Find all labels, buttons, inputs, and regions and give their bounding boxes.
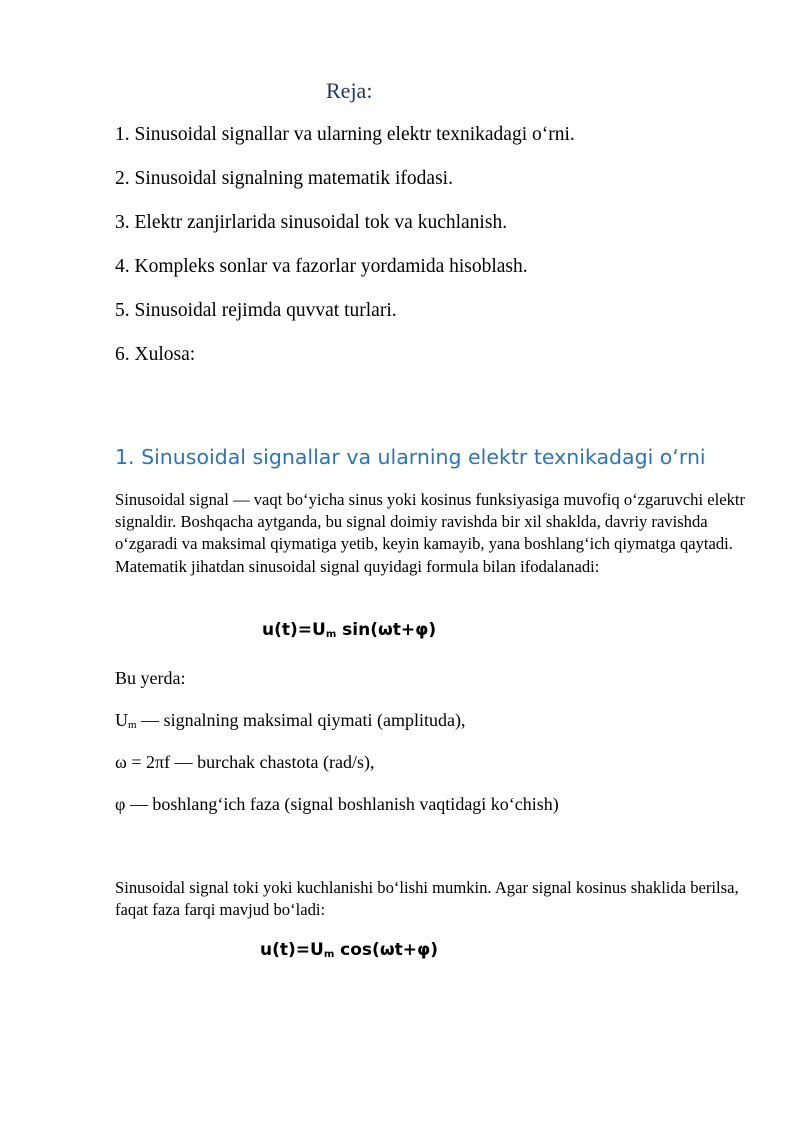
- formula-sin-subscript: m: [325, 629, 337, 640]
- formula-cos-prefix: u(t)=U: [260, 940, 324, 960]
- amplitude-subscript: m: [128, 719, 137, 731]
- formula-sin-prefix: u(t)=U: [262, 620, 326, 640]
- plan-item-5: 5. Sinusoidal rejimda quvvat turlari.: [115, 300, 397, 321]
- amplitude-symbol: U: [115, 710, 128, 730]
- plan-item-3: 3. Elektr zanjirlarida sinusoidal tok va kuchlanish.: [115, 212, 508, 233]
- plan-item-1: 1. Sinusoidal signallar va ularning elektr texnikadagi o‘rni.: [115, 124, 575, 145]
- definition-omega: ω = 2πf — burchak chastota (rad/s),: [115, 752, 375, 772]
- plan-item-6: 6. Xulosa:: [115, 344, 196, 365]
- intro-paragraph: Sinusoidal signal — vaqt bo‘yicha sinus yoki kosinus funksiyasiga muvofiq o‘zgaruvchi elektr signaldir. Boshqacha aytganda, bu signal doimiy ravishda bir xil shaklda, davriy ravishda o‘zgaradi va maksimal qiymatiga yetib, keyin kamayib, yana boshlang‘ich qiymatga qaytadi. Matematik jihatdan sinusoidal signal quyidagi formula bilan ifodalanadi:: [115, 490, 746, 576]
- where-label: Bu yerda:: [115, 668, 186, 688]
- section-heading: 1. Sinusoidal signallar va ularning elektr texnikadagi o‘rni: [115, 445, 706, 469]
- definition-amplitude: [115, 710, 466, 731]
- definition-phi: φ — boshlang‘ich faza (signal boshlanish vaqtidagi ko‘chish): [115, 794, 559, 814]
- formula-sin: [262, 620, 436, 640]
- plan-item-4: 4. Kompleks sonlar va fazorlar yordamida hisoblash.: [115, 256, 528, 277]
- formula-cos: [260, 940, 438, 960]
- plan-title: Reja:: [326, 78, 373, 103]
- amplitude-text: — signalning maksimal qiymati (amplituda),: [136, 710, 466, 730]
- plan-item-2: 2. Sinusoidal signalning matematik ifodasi.: [115, 168, 453, 189]
- formula-sin-suffix: sin(ωt+φ): [336, 620, 437, 640]
- formula-cos-suffix: cos(ωt+φ): [334, 940, 439, 960]
- formula-cos-subscript: m: [323, 949, 335, 960]
- cos-note-paragraph: Sinusoidal signal toki yoki kuchlanishi bo‘lishi mumkin. Agar signal kosinus shaklida berilsa, faqat faza farqi mavjud bo‘ladi:: [115, 878, 739, 920]
